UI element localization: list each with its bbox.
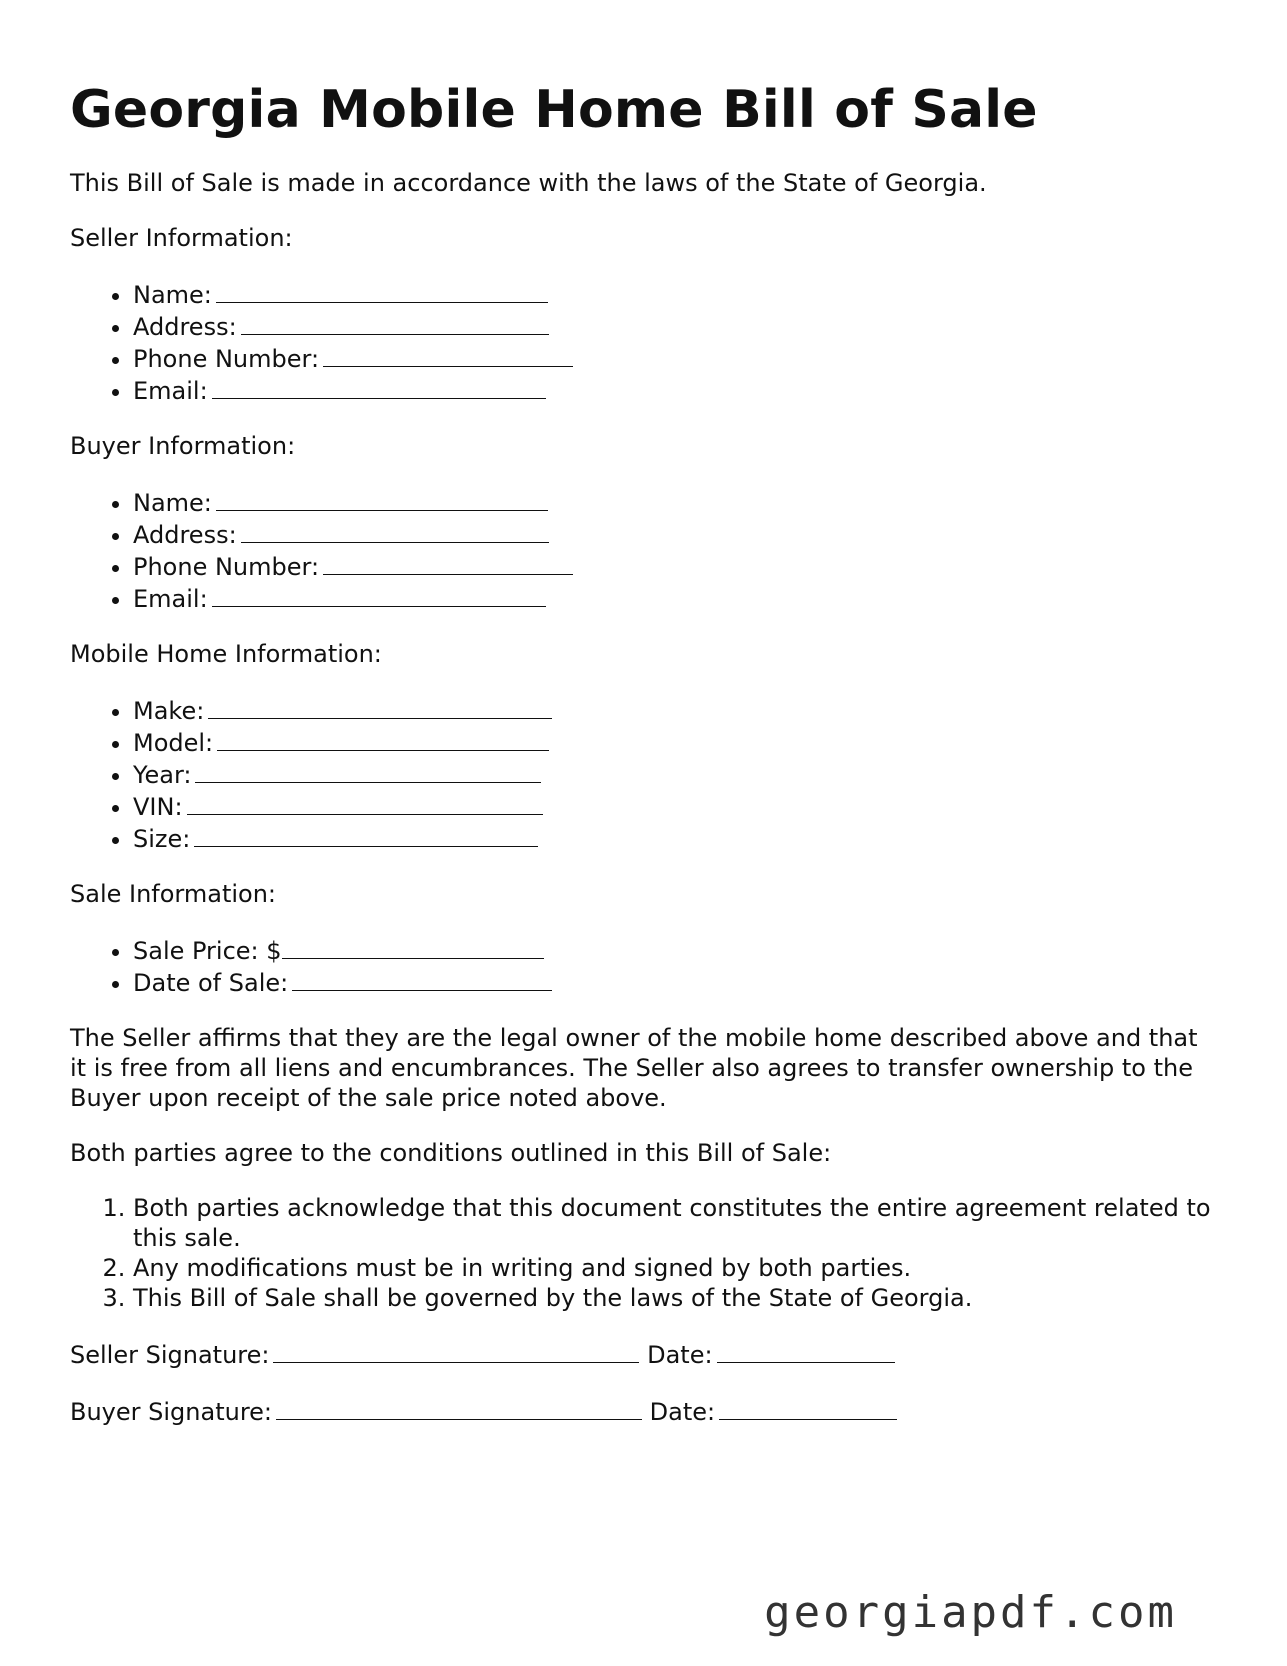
buyer-phone-blank[interactable]: [323, 550, 573, 575]
condition-item: 3. This Bill of Sale shall be governed by the laws of the State of Georgia.: [133, 1283, 1220, 1313]
buyer-heading: Buyer Information:: [70, 432, 296, 460]
condition-item: 2. Any modifications must be in writing and signed by both parties.: [133, 1253, 1220, 1283]
seller-signature-blank[interactable]: [273, 1338, 639, 1363]
date-of-sale-blank[interactable]: [292, 966, 552, 991]
seller-email-blank[interactable]: [212, 374, 546, 399]
buyer-address-blank[interactable]: [241, 518, 549, 543]
size-blank[interactable]: [194, 822, 538, 847]
buyer-signature-row: [70, 1395, 1220, 1427]
conditions-list: [70, 1193, 1220, 1313]
year-blank[interactable]: [195, 758, 541, 783]
buyer-email-blank[interactable]: [212, 582, 546, 607]
seller-signature-row: [70, 1338, 1220, 1370]
buyer-name-blank[interactable]: [216, 486, 548, 511]
seller-date-label: Date:: [647, 1341, 713, 1369]
vin-field: • VIN:: [133, 790, 1220, 822]
vin-blank[interactable]: [187, 790, 543, 815]
buyer-phone-field: • Phone Number:: [133, 550, 1220, 582]
sale-heading: Sale Information:: [70, 880, 277, 908]
year-field: • Year:: [133, 758, 1220, 790]
buyer-date-label: Date:: [649, 1398, 716, 1426]
seller-email-field: • Email:: [133, 374, 1220, 406]
sale-fields: [70, 934, 1220, 998]
make-blank[interactable]: [208, 694, 552, 719]
model-field: • Model:: [133, 726, 1220, 758]
mobile-home-heading: Mobile Home Information:: [70, 640, 382, 668]
seller-fields: [70, 278, 1220, 406]
affirmation-text: The Seller affirms that they are the legal owner of the mobile home described above and that it is free from all liens and encumbrances. The Seller also agrees to transfer ownership to the Buyer upon receipt of the sale price noted above.: [70, 1024, 1198, 1112]
seller-name-field: • Name:: [133, 278, 1220, 310]
date-of-sale-field: • Date of Sale:: [133, 966, 1220, 998]
document-page: [70, 78, 1220, 1452]
seller-name-blank[interactable]: [216, 278, 548, 303]
condition-item: 1. Both parties acknowledge that this document constitutes the entire agreement related to this sale.: [133, 1193, 1220, 1253]
buyer-fields: [70, 486, 1220, 614]
seller-address-blank[interactable]: [241, 310, 549, 335]
seller-signature-label: Seller Signature:: [70, 1341, 270, 1369]
sale-price-blank[interactable]: [282, 934, 544, 959]
intro-text: This Bill of Sale is made in accordance with the laws of the State of Georgia.: [70, 169, 987, 197]
buyer-name-field: • Name:: [133, 486, 1220, 518]
seller-heading: Seller Information:: [70, 224, 293, 252]
buyer-address-field: • Address:: [133, 518, 1220, 550]
seller-phone-field: • Phone Number:: [133, 342, 1220, 374]
make-field: • Make:: [133, 694, 1220, 726]
sale-price-field: • Sale Price: $: [133, 934, 1220, 966]
size-field: • Size:: [133, 822, 1220, 854]
seller-date-blank[interactable]: [717, 1338, 895, 1363]
buyer-date-blank[interactable]: [719, 1395, 897, 1420]
buyer-email-field: • Email:: [133, 582, 1220, 614]
model-blank[interactable]: [217, 726, 549, 751]
buyer-signature-label: Buyer Signature:: [70, 1398, 273, 1426]
mobile-home-fields: [70, 694, 1220, 854]
seller-phone-blank[interactable]: [323, 342, 573, 367]
page-title: Georgia Mobile Home Bill of Sale: [70, 80, 1038, 140]
seller-address-field: • Address:: [133, 310, 1220, 342]
buyer-signature-blank[interactable]: [276, 1395, 642, 1420]
conditions-intro: Both parties agree to the conditions outlined in this Bill of Sale:: [70, 1139, 832, 1167]
site-watermark: georgiapdf.com: [764, 1587, 1177, 1638]
